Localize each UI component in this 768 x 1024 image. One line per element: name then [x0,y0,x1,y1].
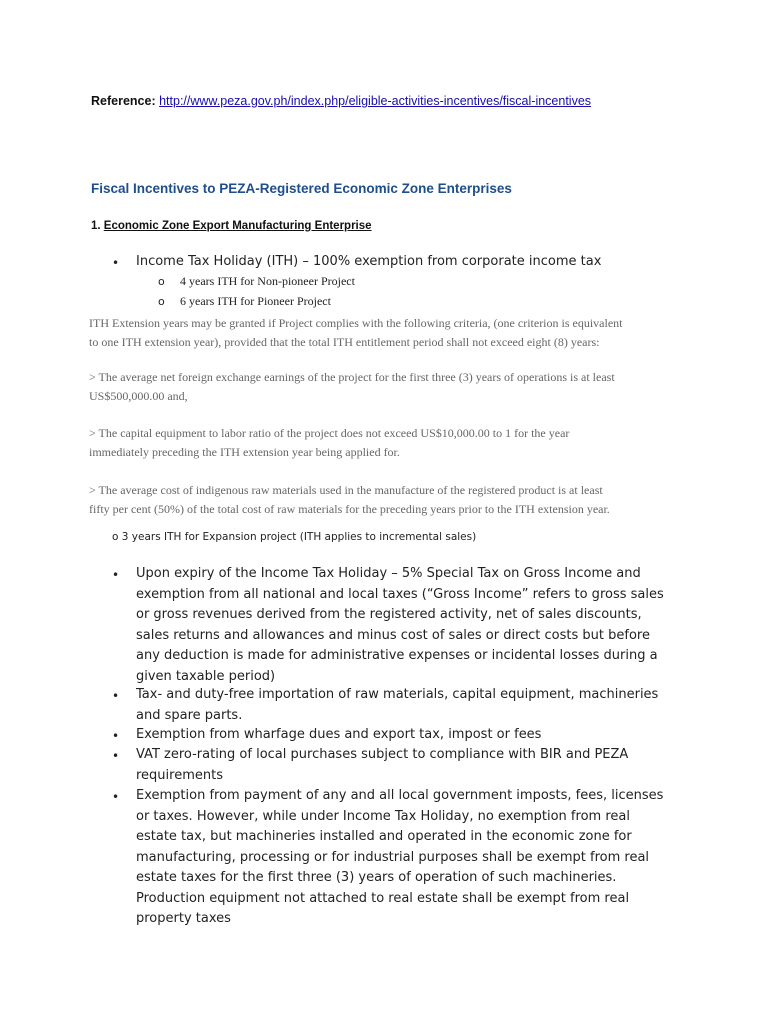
bullet-line: requirements [136,767,223,783]
bullet-line: Production equipment not attached to real estate shall be exempt from real [136,890,630,906]
bullet-item [136,725,541,746]
bullet-line: VAT zero-rating of local purchases subject to compliance with BIR and PEZA [136,747,629,762]
bullet-line: and spare parts. [136,707,243,723]
bullet-icon: • [112,689,120,703]
bullet-line: Tax- and duty-free importation of raw materials, capital equipment, machineries [136,687,659,702]
criterion-line: > The average cost of indigenous raw materials used in the manufacture of the registered product is at least [89,483,603,497]
bullet-line: estate taxes for the first three (3) years of operation of such machineries. [136,870,617,885]
bullet-line: Exemption from payment of any and all local government imposts, fees, licenses [136,788,664,803]
bullet-line: exemption from all national and local taxes (“Gross Income” refers to gross sales [136,586,664,602]
criterion-line: fifty per cent (50%) of the total cost of raw materials for the preceding years prior to the ITH extension year. [89,502,610,516]
ith-bullet: Income Tax Holiday (ITH) – 100% exemption from corporate income tax [136,254,602,269]
section-title: Economic Zone Export Manufacturing Enterprise [103,220,372,232]
bullet-item [136,685,658,726]
bullet-line: estate tax, but machineries installed and operated in the economic zone for [136,829,632,844]
bullet-item [136,786,663,930]
expansion-item: o 3 years ITH for Expansion project (ITH applies to incremental sales) [112,531,477,543]
criterion-line: > The capital equipment to labor ratio of the project does not exceed US$10,000.00 to 1 for the year [89,426,570,440]
sub-bullet-marker: o [158,275,165,288]
criterion-line: immediately preceding the ITH extension year being applied for. [89,445,400,459]
page-title: Fiscal Incentives to PEZA-Registered Economic Zone Enterprises [91,181,512,196]
criterion-line: US$500,000.00 and, [89,389,188,403]
bullet-icon: • [112,256,120,270]
section-heading [91,220,372,232]
bullet-icon: • [112,729,120,743]
criterion-line: > The average net foreign exchange earnings of the project for the first three (3) years of operations is at least [89,370,615,384]
bullet-line: sales returns and allowances and minus cost of sales or direct costs but before [136,627,650,643]
ith-sub-item: 6 years ITH for Pioneer Project [180,294,331,308]
reference-link[interactable]: http://www.peza.gov.ph/index.php/eligible-activities-incentives/fiscal-incentives [159,94,592,108]
bullet-line: Exemption from wharfage dues and export tax, impost or fees [136,727,542,742]
bullet-line: any deduction is made for administrative expenses or incidental losses during a [136,648,658,663]
section-number: 1. [91,220,101,232]
bullet-icon: • [112,749,120,763]
bullet-line: or taxes. However, while under Income Tax Holiday, no exemption from real [136,808,630,824]
bullet-item [136,745,628,786]
bullet-line: property taxes [136,911,231,926]
bullet-icon: • [112,790,120,804]
ith-sub-item: 4 years ITH for Non-pioneer Project [180,274,355,288]
sub-bullet-marker: o [158,295,165,308]
extension-line: ITH Extension years may be granted if Project complies with the following criteria, (one criterion is equivalent [89,316,623,330]
reference-label: Reference: [91,94,156,108]
bullet-icon: • [112,568,120,582]
bullet-line: given taxable period) [136,668,276,684]
reference-line [91,94,591,108]
extension-line: to one ITH extension year), provided that the total ITH entitlement period shall not exceed eight (8) years: [89,335,600,349]
bullet-line: or gross revenues derived from the registered activity, net of sales discounts, [136,607,642,622]
bullet-item [136,564,664,687]
bullet-line: Upon expiry of the Income Tax Holiday – 5% Special Tax on Gross Income and [136,566,641,581]
bullet-line: manufacturing, processing or for industrial purposes shall be exempt from real [136,849,650,865]
